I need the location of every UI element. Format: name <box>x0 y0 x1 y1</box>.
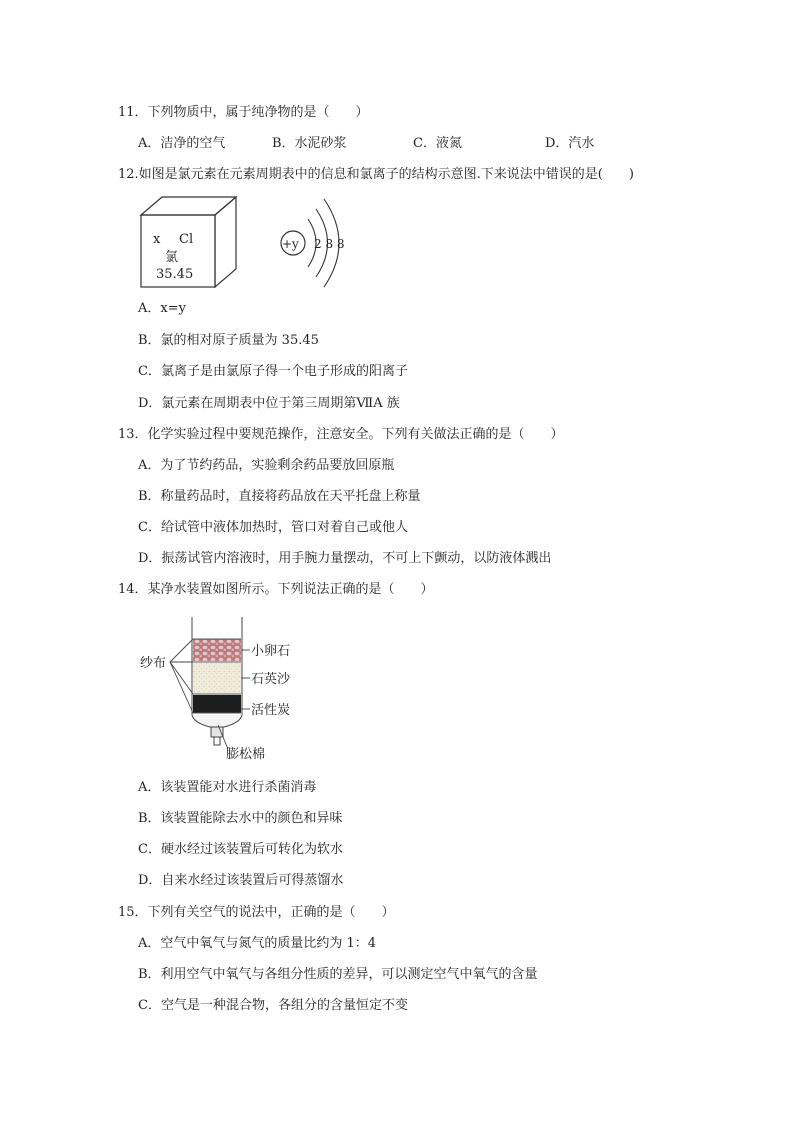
q12-option-c: C．氯离子是由氯原子得一个电子形成的阳离子 <box>138 364 408 379</box>
element-name: 氯 <box>165 250 179 265</box>
q13-stem: 13．化学实验过程中要规范操作，注意安全。下列有关做法正确的是（ ） <box>118 427 564 442</box>
q13-option-a: A．为了节约药品，实验剩余药品要放回原瓶 <box>138 458 395 473</box>
filter-neck <box>192 715 242 727</box>
q12-option-b: B．氯的相对原子质量为 35.45 <box>138 333 319 348</box>
electron-shell-counts: 2 8 8 <box>314 237 345 251</box>
q14-option-c: C．硬水经过该装置后可转化为软水 <box>138 842 343 857</box>
q13-option-d: D．振荡试管内溶液时，用手腕力量摆动，不可上下颤动，以防液体溅出 <box>138 551 552 566</box>
q14-option-d: D．自来水经过该装置后可得蒸馏水 <box>138 873 344 888</box>
q14-option-b: B．该装置能除去水中的颜色和异味 <box>138 811 343 826</box>
q15-option-a: A．空气中氧气与氮气的质量比约为 1：4 <box>138 936 377 951</box>
ion-structure-diagram <box>281 199 345 287</box>
q15-option-b: B．利用空气中氧气与各组分性质的差异，可以测定空气中氧气的含量 <box>138 967 538 982</box>
element-symbol: Cl <box>179 232 194 247</box>
q13-option-b: B．称量药品时，直接将药品放在天平托盘上称量 <box>138 489 421 504</box>
q11-stem: 11．下列物质中，属于纯净物的是（ ） <box>118 105 369 120</box>
q14-stem: 14．某净水装置如图所示。下列说法正确的是（ ） <box>118 582 434 597</box>
q12-stem: 12.如图是氯元素在元素周期表中的信息和氯离子的结构示意图.下来说法中错误的是( ) <box>118 167 634 182</box>
pebble-layer <box>193 639 241 661</box>
filter-spout-tip <box>214 737 220 745</box>
q11-option-c: C．液氮 <box>413 136 462 151</box>
gauze-label: 纱布 <box>140 656 167 671</box>
q12-option-d: D．氯元素在周期表中位于第三周期第ⅦA 族 <box>138 396 400 411</box>
q11-option-a: A．洁净的空气 <box>138 136 226 151</box>
q12-option-a: A．x=y <box>138 301 186 316</box>
cotton-label: 膨松棉 <box>226 747 266 762</box>
q14-water-filter-figure <box>138 615 308 765</box>
q11-option-b: B．水泥砂浆 <box>272 136 347 151</box>
pebbles-label: 小卵石 <box>251 644 291 659</box>
quartz-sand-label: 石英沙 <box>251 672 291 687</box>
nucleus-charge: +y <box>282 237 299 251</box>
q13-option-c: C．给试管中液体加热时，管口对着自己或他人 <box>138 520 408 535</box>
q14-option-a: A．该装置能对水进行杀菌消毒 <box>138 780 317 795</box>
q11-option-d: D．汽水 <box>545 136 595 151</box>
q15-option-c: C．空气是一种混合物，各组分的含量恒定不变 <box>138 998 408 1013</box>
atomic-mass-label: 35.45 <box>156 267 194 282</box>
activated-carbon-label: 活性炭 <box>251 703 291 718</box>
q12-figure <box>138 194 378 296</box>
atomic-number-label: x <box>153 232 161 247</box>
q15-stem: 15．下列有关空气的说法中，正确的是（ ） <box>118 905 395 920</box>
activated-carbon-layer <box>193 695 241 713</box>
quartz-sand-layer <box>193 663 241 693</box>
